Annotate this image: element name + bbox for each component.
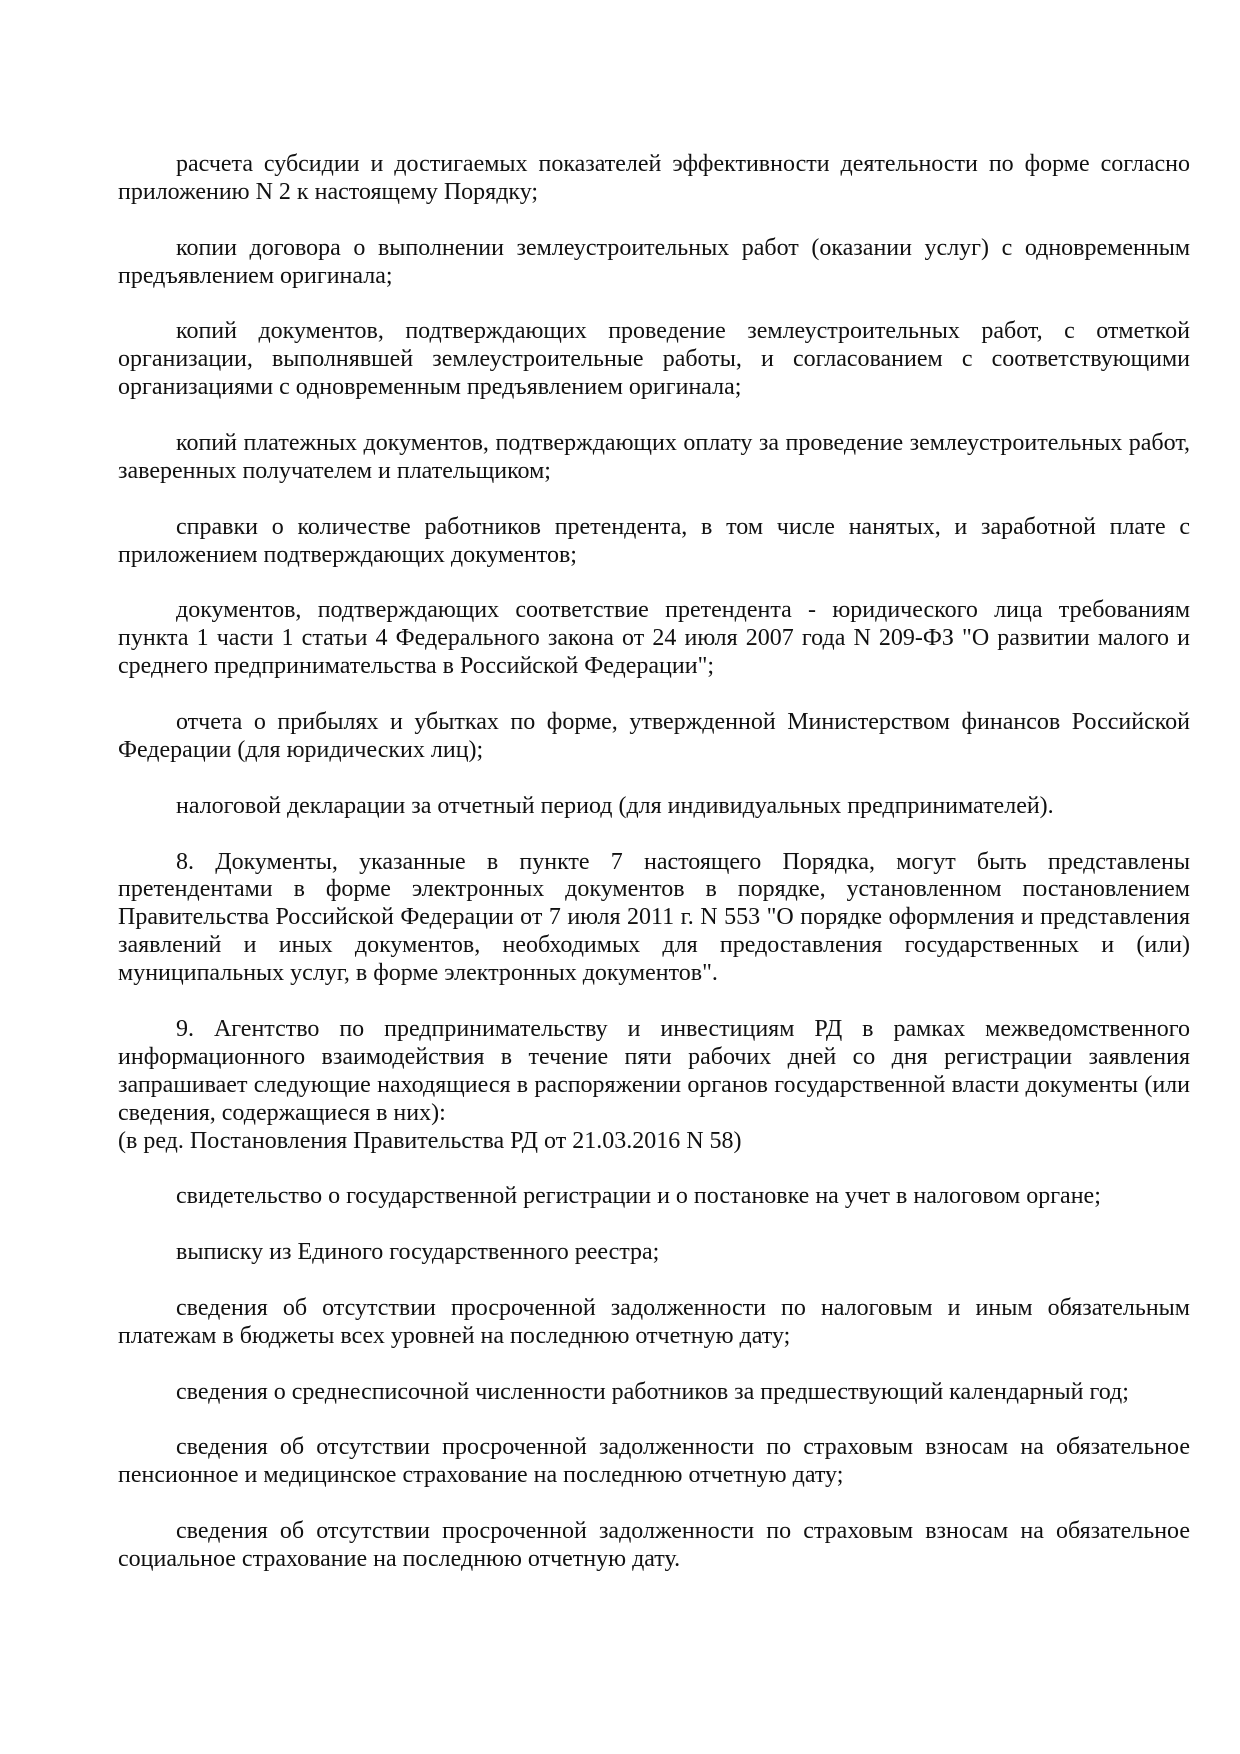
list-item: выписку из Единого государственного реестра; (176, 1239, 660, 1266)
paragraph: документов, подтверждающих соответствие претендента - юридического лица требованиям пункта 1 части 1 статьи 4 Федерального закона от 24 июля 2007 года N 209-ФЗ "О развитии малого и среднего предпринимательства в Российской Федерации"; (118, 597, 1190, 680)
paragraph: копий документов, подтверждающих проведение землеустроительных работ, с отметкой организации, выполнявшей землеустроительные работы, и согласованием с соответствующими организациями с одновременным предъявлением оригинала; (118, 318, 1190, 401)
list-item: сведения об отсутствии просроченной задолженности по страховым взносам на обязательное социальное страхование на последнюю отчетную дату. (118, 1518, 1190, 1573)
amendment-note: (в ред. Постановления Правительства РД от 21.03.2016 N 58) (118, 1127, 742, 1154)
paragraph: налоговой декларации за отчетный период (для индивидуальных предпринимателей). (176, 792, 1054, 819)
document-page (118, 151, 1190, 1602)
paragraph: копии договора о выполнении землеустроительных работ (оказании услуг) с одновременным предъявлением оригинала; (118, 234, 1190, 289)
paragraph: отчета о прибылях и убытках по форме, утвержденной Министерством финансов Российской Федерации (для юридических лиц); (118, 709, 1190, 763)
paragraph-clause-8: 8. Документы, указанные в пункте 7 настоящего Порядка, могут быть представлены претендентами в форме электронных документов в порядке, установленном постановлением Правительства Российской Федерации от 7 июля 2011 г. N 553 "О порядке оформления и представления заявлений и иных документов, необходимых для предоставления государственных и (или) муниципальных услуг, в форме электронных документов". (118, 848, 1190, 987)
list-item: сведения о среднесписочной численности работников за предшествующий календарный год; (176, 1378, 1129, 1405)
paragraph: справки о количестве работников претендента, в том числе нанятых, и заработной плате с приложением подтверждающих документов; (118, 513, 1190, 568)
list-item: свидетельство о государственной регистрации и о постановке на учет в налоговом органе; (176, 1183, 1101, 1210)
paragraph: копий платежных документов, подтверждающих оплату за проведение землеустроительных работ, заверенных получателем и плательщиком; (118, 430, 1190, 484)
paragraph: расчета субсидии и достигаемых показателей эффективности деятельности по форме согласно приложению N 2 к настоящему Порядку; (118, 151, 1190, 205)
list-item: сведения об отсутствии просроченной задолженности по налоговым и иным обязательным платежам в бюджеты всех уровней на последнюю отчетную дату; (118, 1294, 1190, 1349)
paragraph-clause-9: 9. Агентство по предпринимательству и инвестициям РД в рамках межведомственного информационного взаимодействия в течение пяти рабочих дней со дня регистрации заявления запрашивает следующие находящиеся в распоряжении органов государственной власти документы (или сведения, содержащиеся в них): (118, 1015, 1190, 1126)
list-item: сведения об отсутствии просроченной задолженности по страховым взносам на обязательное пенсионное и медицинское страхование на последнюю отчетную дату; (118, 1434, 1190, 1489)
